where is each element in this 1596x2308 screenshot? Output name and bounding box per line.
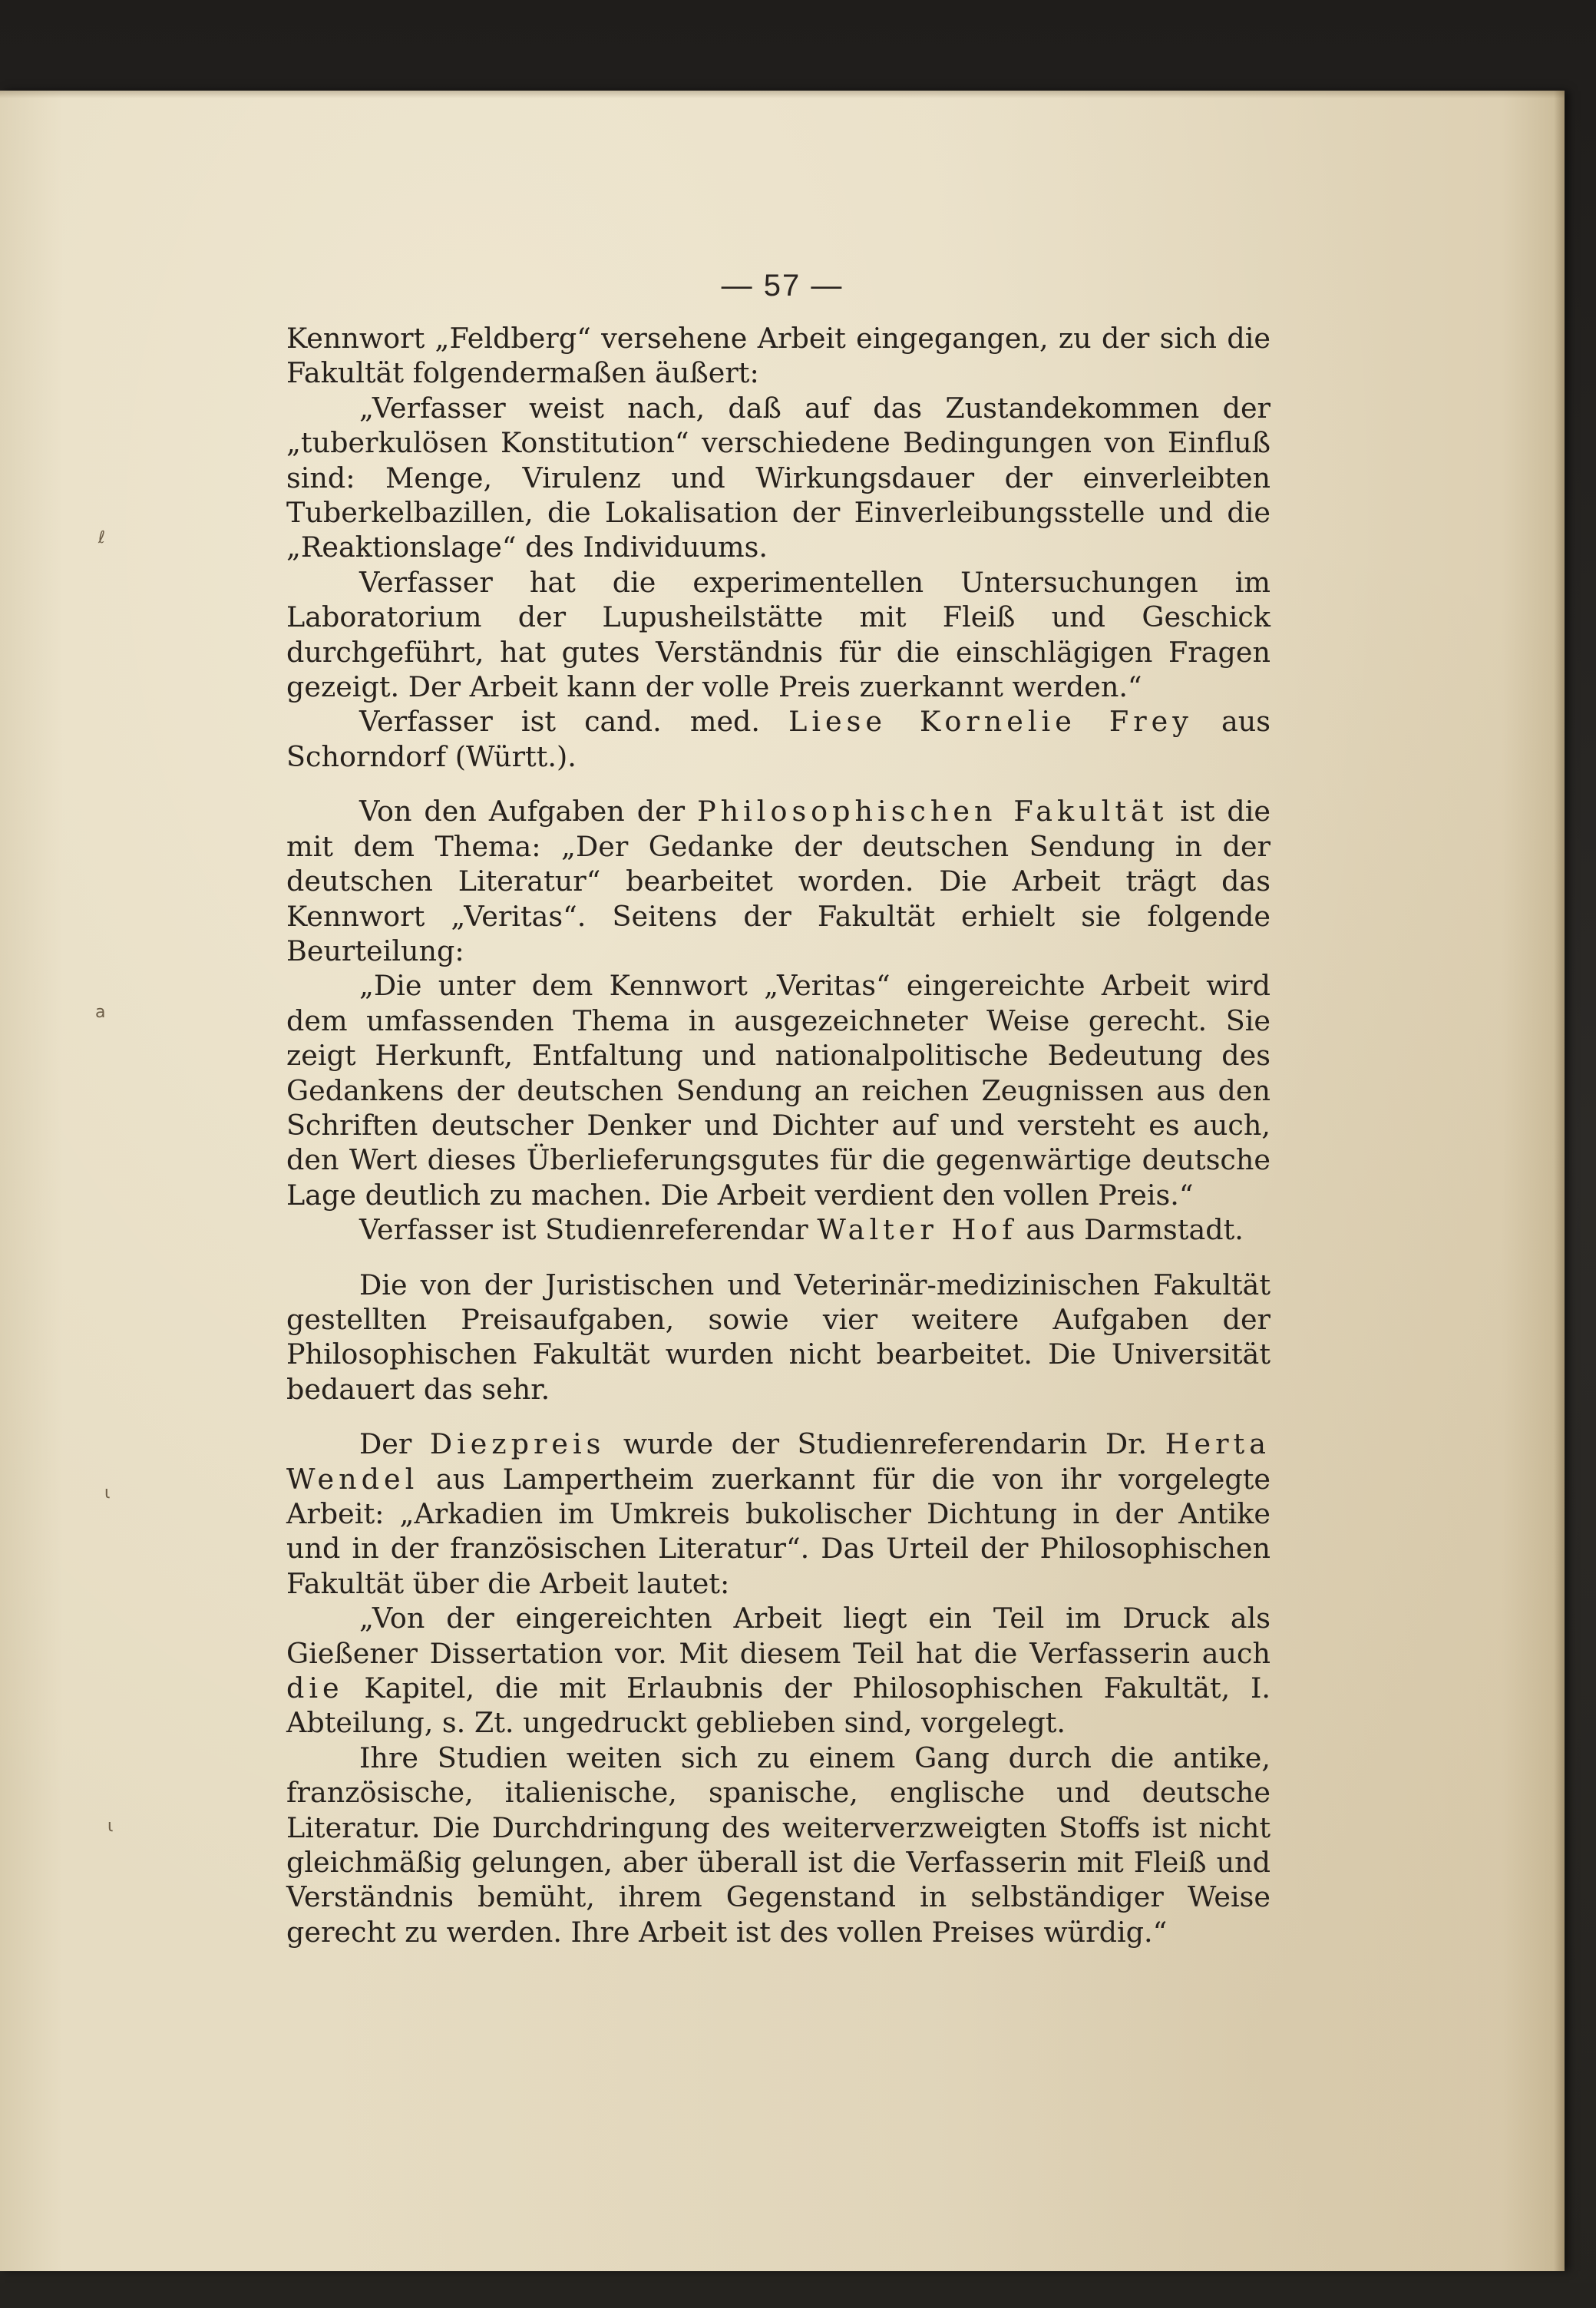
spaced-emphasis-text: die: [286, 1671, 344, 1705]
paragraph-p10: [286, 1601, 1271, 1741]
paragraph-p3: [286, 565, 1271, 705]
paragraph-text: aus Darmstadt.: [1016, 1213, 1244, 1247]
paragraph-text: Verfasser hat die experimentellen Untersuchungen im Laboratorium der Lupusheilstätte mit Fleiß und Geschick durchgeführt, hat gutes Verständnis für die einschlägigen Fragen gezeigt. Der Arbeit kann der volle Preis zuerkannt werden.“: [286, 565, 1271, 704]
body-text: [286, 321, 1271, 1949]
spaced-emphasis-text: Herta Wendel: [286, 1427, 1271, 1496]
paragraph-text: „Die unter dem Kennwort „Veritas“ eingereichte Arbeit wird dem umfassenden Thema in ausgezeichneter Weise gerecht. Sie zeigt Herkunft, Entfaltung und nationalpolitische Bedeutung des Gedankens der deutschen Sendung an reichen Zeugnissen aus den Schriften deutscher Denker und Dichter auf und versteht es auch, den Wert dieses Überlieferungsgutes für die gegenwärtige deutsche Lage deutlich zu machen. Die Arbeit verdient den vollen Preis.“: [286, 969, 1271, 1212]
margin-mark-3: ι: [104, 1483, 111, 1503]
paragraph-text: Die von der Juristischen und Veterinär-medizinischen Fakultät gestellten Preisaufgaben, sowie vier weitere Aufgaben der Philosophischen Fakultät wurden nicht bearbeitet. Die Universität bedauert das sehr.: [286, 1268, 1271, 1406]
paragraph-p6: [286, 968, 1271, 1212]
book-page: [0, 91, 1565, 2271]
spaced-emphasis-text: Liese Kornelie Frey: [788, 705, 1193, 739]
paragraph-p1: [286, 321, 1271, 391]
paragraph-p9: [286, 1427, 1271, 1601]
paragraph-text: Von den Aufgaben der: [359, 795, 698, 828]
spaced-emphasis-text: Diezpreis: [429, 1427, 606, 1461]
paragraph-p2: [286, 391, 1271, 565]
paragraph-p7: [286, 1212, 1271, 1247]
paragraph-text: Kennwort „Feldberg“ versehene Arbeit eingegangen, zu der sich die Fakultät folgendermaßen äußert:: [286, 322, 1271, 390]
margin-mark-4: ι: [107, 1817, 114, 1836]
spaced-emphasis-text: Walter Hof: [817, 1213, 1017, 1247]
paragraph-p4: [286, 704, 1271, 774]
paragraph-text: Der: [359, 1427, 430, 1461]
page-right-edge: [1554, 91, 1565, 2271]
paragraph-text: ist die mit dem Thema: „Der Gedanke der deutschen Sendung in der deutschen Literatur“ bearbeitet worden. Die Arbeit trägt das Kennwort „Veritas“. Seitens der Fakultät erhielt sie folgende Beurteilung:: [286, 795, 1271, 967]
paragraph-text: Ihre Studien weiten sich zu einem Gang durch die antike, französische, italienische, spanische, englische und deutsche Literatur. Die Durchdringung des weiterverzweigten Stoffs ist nicht gleichmäßig gelungen, aber überall ist die Verfasserin mit Fleiß und Verständnis bemüht, ihrem Gegenstand in selbständiger Weise gerecht zu werden. Ihre Arbeit ist des vollen Preises würdig.“: [286, 1741, 1271, 1949]
paragraph-text: wurde der Studienreferendarin Dr.: [605, 1427, 1165, 1461]
paragraph-text: „Verfasser weist nach, daß auf das Zustandekommen der „tuberkulösen Konstitution“ verschiedene Bedingungen von Einfluß sind: Menge, Virulenz und Wirkungsdauer der einverleibten Tuberkelbazillen, die Lokalisation der Einverleibungsstelle und die „Reaktionslage“ des Individuums.: [286, 391, 1271, 564]
paragraph-p5: [286, 794, 1271, 968]
margin-mark-2: a: [95, 1003, 106, 1022]
paragraph-text: Verfasser ist Studienreferendar: [359, 1213, 818, 1247]
page-number: — 57 —: [721, 269, 844, 303]
paragraph-text: aus Schorndorf (Württ.).: [286, 705, 1271, 773]
paragraph-text: aus Lampertheim zuerkannt für die von ihr vorgelegte Arbeit: „Arkadien im Umkreis bukolischer Dichtung in der Antike und in der französischen Literatur“. Das Urteil der Philosophischen Fakultät über die Arbeit lautet:: [286, 1462, 1271, 1600]
paragraph-p8: [286, 1268, 1271, 1407]
page-top-shadow: [0, 91, 1565, 98]
paragraph-p11: [286, 1741, 1271, 1949]
margin-mark-1: ℓ: [98, 528, 106, 547]
paragraph-text: Kapitel, die mit Erlaubnis der Philosophischen Fakultät, I. Abteilung, s. Zt. ungedruckt geblieben sind, vorgelegt.: [286, 1671, 1271, 1740]
spaced-emphasis-text: Philosophischen Fakultät: [697, 795, 1168, 828]
paragraph-text: „Von der eingereichten Arbeit liegt ein Teil im Druck als Gießener Dissertation vor. Mit diesem Teil hat die Verfasserin auch: [286, 1602, 1271, 1670]
paragraph-text: Verfasser ist cand. med.: [359, 705, 789, 739]
